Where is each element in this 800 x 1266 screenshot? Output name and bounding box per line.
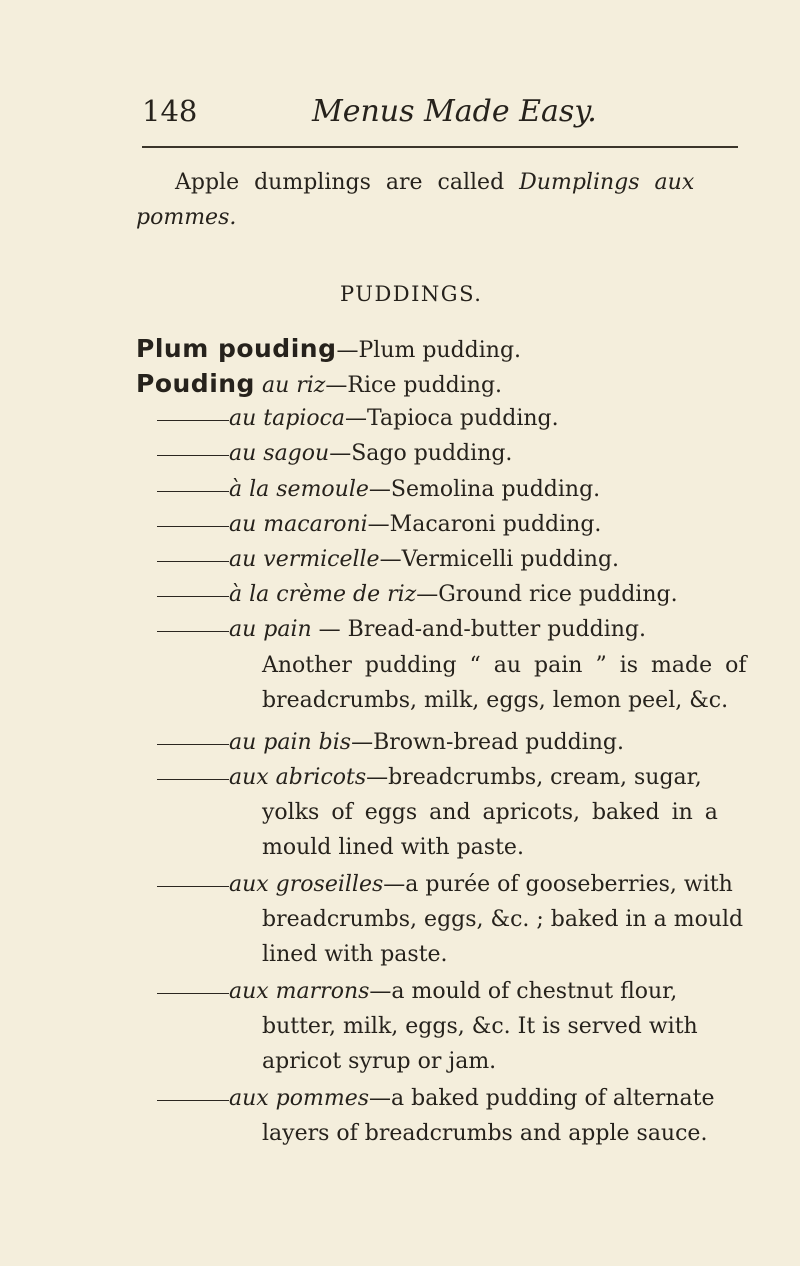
ditto-dash [157, 596, 229, 597]
intro-line-2: pommes. [136, 205, 237, 230]
ditto-dash [157, 455, 229, 456]
intro-line-1: Apple dumplings are called Dumplings aux [175, 170, 695, 195]
ditto-dash [157, 886, 229, 887]
ditto-dash [157, 420, 229, 421]
entry-pouding-au-riz: Pouding au riz—Rice pudding. [136, 369, 503, 398]
running-title: Menus Made Easy. [312, 94, 597, 129]
ditto-dash [157, 491, 229, 492]
book-page: 148 Menus Made Easy. Apple dumplings are called Dumplings aux pommes. PUDDINGS. Plum pouding—Plum pudding. Pouding au riz—Rice pudding. au tapioca—Tapioca pudding. au sagou—Sago pudding. à la semoule—Semolina pudding. au macaroni—Macaroni pudding. au vermicelle—Vermicelli pudding. à la crème de riz—Ground rice pudding. au pain — Bread-and-butter pudding. Another pudding “ au pain ” is made of breadcrumbs, milk, eggs, lemon peel, &c. au pain bis—Brown-bread pudding. aux abricots—breadcrumbs, cream, sugar, yolks of eggs and apricots, baked in a mould lined with paste. aux groseilles—a purée of gooseberries, with breadcrumbs, eggs, &c. ; baked in a mould lined with paste. aux marrons—a mould of chestnut flour, butter, milk, eggs, &c. It is served with apricot syrup or jam. aux pommes—a baked pudding of alternate layers of breadcrumbs and apple sauce. [0, 0, 800, 1266]
entry-plum-pouding: Plum pouding—Plum pudding. [136, 334, 522, 363]
page-header [142, 88, 742, 140]
ditto-dash [157, 526, 229, 527]
ditto-dash [157, 779, 229, 780]
ditto-dash [157, 561, 229, 562]
ditto-dash [157, 631, 229, 632]
ditto-dash [157, 1100, 229, 1101]
ditto-dash [157, 744, 229, 745]
page-number: 148 [142, 94, 198, 128]
ditto-dash [157, 993, 229, 994]
section-title: PUDDINGS. [340, 282, 483, 306]
header-rule [142, 146, 738, 148]
